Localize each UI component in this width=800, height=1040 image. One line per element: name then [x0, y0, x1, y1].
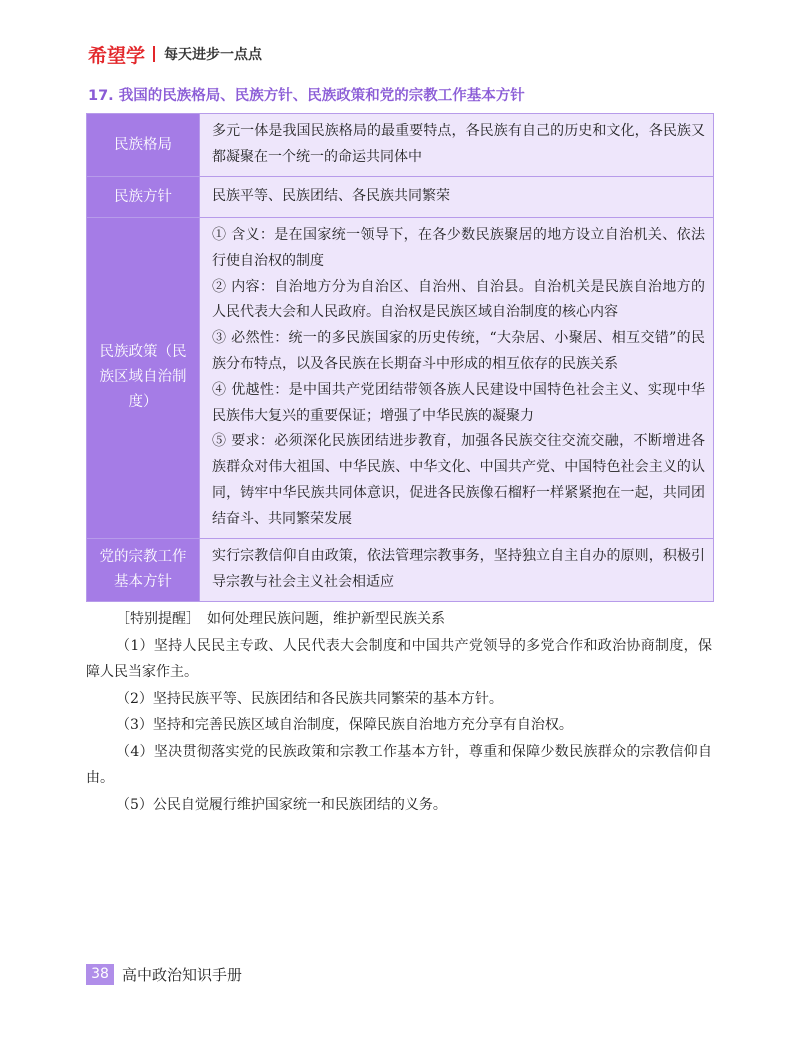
- row-heading-ethnic-policy: 民族政策（民族区域自治制度）: [87, 218, 200, 539]
- row-content-ethnic-policy: [200, 218, 714, 539]
- row-content-religion-policy: 实行宗教信仰自由政策，依法管理宗教事务，坚持独立自主自办的原则，积极引导宗教与社会主义社会相适应: [200, 538, 714, 601]
- table-row: [87, 538, 714, 601]
- policy-point-superiority: ④ 优越性：是中国共产党团结带领各族人民建设中国特色社会主义、实现中华民族伟大复兴的重要保证；增强了中华民族的凝聚力: [212, 381, 705, 424]
- policy-point-requirement: ⑤ 要求：必须深化民族团结进步教育，加强各民族交往交流交融，不断增进各族群众对伟大祖国、中华民族、中华文化、中国共产党、中国特色社会主义的认同，铸牢中华民族共同体意识，促进各民族像石榴籽一样紧紧抱在一起，共同团结奋斗、共同繁荣发展: [212, 433, 705, 527]
- page-footer: [86, 963, 242, 985]
- policy-point-meaning: ① 含义：是在国家统一领导下，在各少数民族聚居的地方设立自治机关、依法行使自治权的制度: [212, 227, 705, 269]
- page-header: [88, 42, 262, 66]
- row-content-ethnic-principle: 民族平等、民族团结、各民族共同繁荣: [200, 177, 714, 218]
- row-content-ethnic-pattern: 多元一体是我国民族格局的最重要特点，各民族有自己的历史和文化，各民族又都凝聚在一个统一的命运共同体中: [200, 114, 714, 177]
- reminder-item-5: （5）公民自觉履行维护国家统一和民族团结的义务。: [116, 796, 447, 813]
- reminder-item-2: （2）坚持民族平等、民族团结和各民族共同繁荣的基本方针。: [116, 690, 503, 707]
- policy-point-necessity: ③ 必然性：统一的多民族国家的历史传统，“大杂居、小聚居、相互交错”的民族分布特点，以及各民族在长期奋斗中形成的相互依存的民族关系: [212, 330, 705, 372]
- policy-table: [86, 113, 714, 602]
- row-heading-religion-policy: 党的宗教工作基本方针: [87, 538, 200, 601]
- reminder-item-3: （3）坚持和完善民族区域自治制度，保障民族自治地方充分享有自治权。: [116, 717, 573, 733]
- reminder-title: ［特别提醒］ 如何处理民族问题，维护新型民族关系: [116, 611, 445, 627]
- book-title: 高中政治知识手册: [122, 965, 243, 984]
- table-row: [87, 177, 714, 218]
- header-slogan: 每天进步一点点: [164, 47, 263, 63]
- row-heading-ethnic-principle: 民族方针: [87, 177, 200, 218]
- reminder-item-1: （1）坚持人民民主专政、人民代表大会制度和中国共产党领导的多党合作和政治协商制度，保障人民当家作主。: [86, 637, 712, 680]
- brand-logo: 希望学: [88, 44, 146, 67]
- page-number: 38: [86, 964, 114, 985]
- table-row: [87, 218, 714, 539]
- row-heading-ethnic-pattern: 民族格局: [87, 114, 200, 177]
- header-divider: [153, 46, 155, 62]
- table-row: [87, 114, 714, 177]
- policy-point-content: ② 内容：自治地方分为自治区、自治州、自治县。自治机关是民族自治地方的人民代表大会和人民政府。自治权是民族区域自治制度的核心内容: [212, 278, 705, 321]
- reminder-item-4: （4）坚决贯彻落实党的民族政策和宗教工作基本方针，尊重和保障少数民族群众的宗教信仰自由。: [86, 743, 712, 786]
- section-title: 17. 我国的民族格局、民族方针、民族政策和党的宗教工作基本方针: [88, 88, 525, 104]
- special-reminder: [86, 606, 712, 818]
